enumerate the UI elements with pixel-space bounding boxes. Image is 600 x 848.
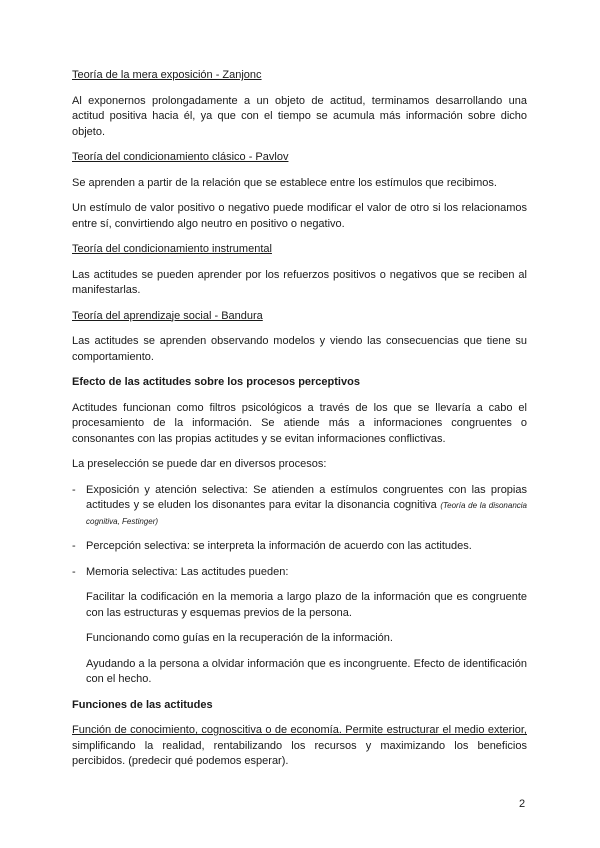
- list-dash: -: [72, 483, 76, 496]
- section-title-condicionamiento-clasico: Teoría del condicionamiento clásico - Pavlov: [72, 151, 289, 163]
- paragraph: Las actitudes se pueden aprender por los refuerzos positivos o negativos que se reciben al manifestarlas.: [72, 268, 527, 296]
- paragraph: Actitudes funcionan como filtros psicológicos a través de los que se llevaría a cabo el procesamiento de la información. Se atiende más a informaciones congruentes o consonantes con las propias actitudes y se evitan informaciones conflictivas.: [72, 401, 527, 445]
- paragraph: Al exponernos prolongadamente a un objeto de actitud, terminamos desarrollando una actitud positiva hacia él, ya que con el tiempo se acumula más información sobre dicho objeto.: [72, 94, 527, 138]
- section-title-aprendizaje-social: Teoría del aprendizaje social - Bandura: [72, 309, 263, 322]
- paragraph: Las actitudes se aprenden observando modelos y viendo las consecuencias que tiene su comportamiento.: [72, 335, 527, 363]
- paragraph-rest: simplificando la realidad, rentabilizando los recursos y maximizando los beneficios percibidos. (predecir qué podemos esperar).: [72, 739, 527, 767]
- section-title-condicionamiento-instrumental: Teoría del condicionamiento instrumental: [72, 243, 272, 255]
- heading-efecto-actitudes: Efecto de las actitudes sobre los procesos perceptivos: [72, 376, 360, 388]
- paragraph: La preselección se puede dar en diversos procesos:: [72, 458, 327, 470]
- heading-funciones-actitudes: Funciones de las actitudes: [72, 698, 213, 711]
- underlined-phrase: Función de conocimiento, cognoscitiva o de economía. Permite estructurar el medio exterior,: [72, 724, 527, 736]
- paragraph-funcion-conocimiento: [72, 723, 527, 770]
- section-title-mera-exposicion: Teoría de la mera exposición - Zanjonc: [72, 69, 262, 81]
- paragraph: Se aprenden a partir de la relación que se establece entre los estímulos que recibimos.: [72, 176, 497, 189]
- list-item-text: Percepción selectiva: se interpreta la información de acuerdo con las actitudes.: [86, 540, 472, 552]
- document-page: [72, 68, 527, 780]
- list-item-text: Exposición y atención selectiva: Se atienden a estímulos congruentes con las propias actitudes y se eluden los disonantes para evitar la disonancia cognitiva: [86, 483, 527, 511]
- sub-paragraph: Ayudando a la persona a olvidar información que es incongruente. Efecto de identificación con el hecho.: [86, 657, 527, 685]
- list-dash: -: [72, 540, 76, 552]
- paragraph: Un estímulo de valor positivo o negativo puede modificar el valor de otro si los relacionamos entre sí, convirtiendo algo neutro en positivo o negativo.: [72, 202, 527, 230]
- list-dash: -: [72, 565, 76, 578]
- page-number: 2: [519, 798, 526, 810]
- list-item-note: (Teoría de la disonancia cognitiva, Festinger): [86, 501, 528, 526]
- list-item: [72, 539, 527, 555]
- sub-paragraph: Funcionando como guías en la recuperación de la información.: [86, 632, 393, 644]
- list-item: [72, 483, 527, 530]
- list-item: [72, 565, 527, 581]
- sub-paragraph: Facilitar la codificación en la memoria a largo plazo de la información que es congruente con las estructuras y esquemas previos de la persona.: [86, 591, 527, 619]
- list-item-text: Memoria selectiva: Las actitudes pueden:: [86, 565, 289, 578]
